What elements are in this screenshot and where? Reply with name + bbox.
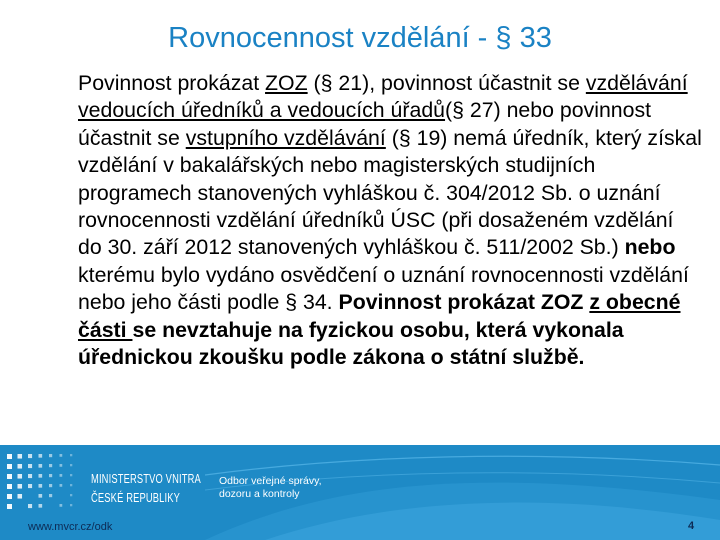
slide-body	[78, 70, 703, 371]
body-run: z obecné části	[78, 290, 681, 342]
body-paragraph	[78, 70, 703, 371]
body-run: se nevztahuje na fyzickou osobu, která vykonala úřednickou zkoušku podle zákona o státní službě.	[78, 317, 624, 370]
department-label	[219, 475, 409, 501]
body-run: vstupního vzdělávání	[185, 125, 386, 150]
body-run: (§ 27) nebo povinnost účastnit se	[78, 98, 652, 150]
body-run: (§ 21), povinnost účastnit se	[307, 71, 586, 95]
body-run: (§ 19) nemá úředník, který získal vzdělání v bakalářských nebo magisterských studijních programech stanovených vyhláškou č. 304/2012 Sb. o uznání rovnocennosti vzdělání úředníků ÚSC (při dosaženém vzdělání do 30. září 2012 stanovených vyhláškou č. 511/2002 Sb.)	[78, 125, 702, 260]
body-run: kterému bylo vydáno osvědčení o uznání rovnocennosti vzdělání nebo jeho části podle § 34.	[78, 262, 689, 315]
body-run: ZOZ	[265, 71, 308, 95]
department-line-1: Odbor veřejné správy,	[219, 475, 322, 487]
ministry-line-2: ČESKÉ REPUBLIKY	[91, 490, 181, 505]
body-run: Povinnost prokázat ZOZ	[338, 290, 590, 315]
footer-url-link[interactable]: www.mvcr.cz/odk	[28, 521, 113, 533]
page-number: 4	[688, 520, 695, 532]
slide-title: Rovnocennost vzdělání - § 33	[168, 22, 552, 54]
body-run: vzdělávání vedoucích úředníků a vedoucích úřadů	[78, 71, 688, 123]
department-line-2: dozoru a kontroly	[219, 488, 300, 500]
body-run: nebo	[624, 235, 676, 260]
footer-bar	[0, 445, 720, 540]
logo-dots-icon	[4, 451, 82, 513]
body-run: Povinnost prokázat	[78, 71, 266, 95]
ministry-logo-text	[91, 471, 209, 515]
ministry-line-1: MINISTERSTVO VNITRA	[91, 471, 201, 486]
